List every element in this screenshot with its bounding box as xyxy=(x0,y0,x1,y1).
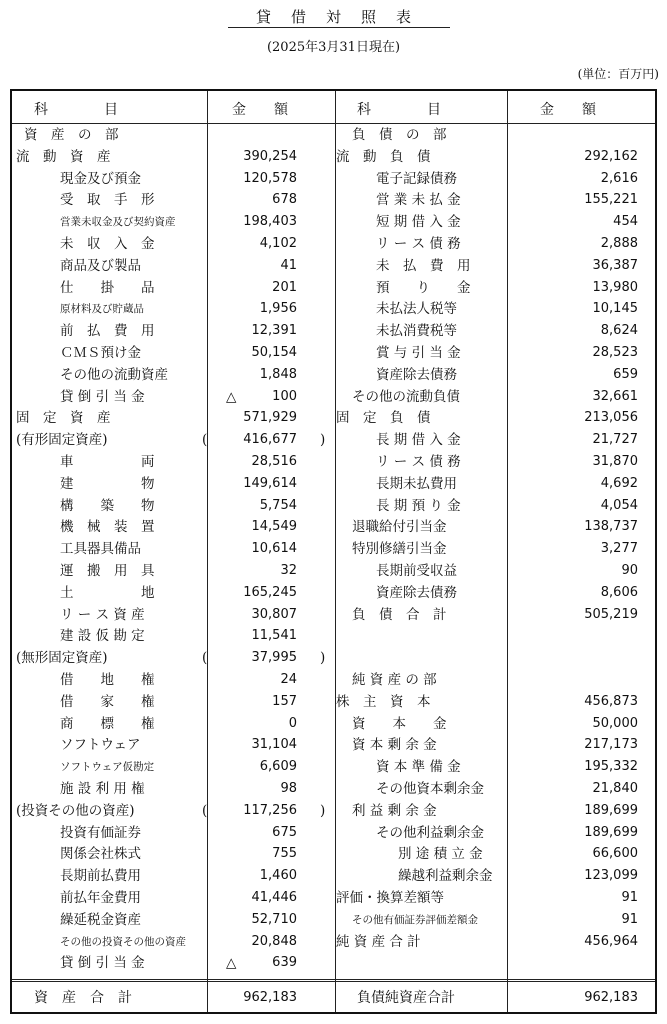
table-row xyxy=(12,211,655,233)
asset-item-label: ＣＭＳ預け金 xyxy=(60,345,141,361)
asset-item-amount: 52,710 xyxy=(251,911,297,927)
liability-item-label: その他利益剰余金 xyxy=(376,824,484,841)
balance-sheet-table xyxy=(10,89,657,1014)
liability-item-label: その他有価証券評価差額金 xyxy=(352,913,478,926)
liability-item-amount: 456,873 xyxy=(584,693,638,709)
table-row xyxy=(12,277,655,299)
liability-item-label: 長期未払費用 xyxy=(376,475,457,492)
document-date: (2025年3月31日現在) xyxy=(266,40,401,55)
table-row xyxy=(12,451,655,473)
asset-item-amount: 10,614 xyxy=(251,541,297,557)
liability-item-label: 資 本 剰 余 金 xyxy=(352,737,437,754)
liability-item-label: 賞 与 引 当 金 xyxy=(376,345,461,361)
liability-item-amount: 36,387 xyxy=(592,257,638,273)
liability-item-amount: 155,221 xyxy=(584,192,638,208)
liability-item-label: 資産除去債務 xyxy=(376,366,457,383)
table-row xyxy=(12,538,655,560)
asset-item-amount: 24 xyxy=(280,672,297,687)
asset-item-label: (無形固定資産) xyxy=(16,650,108,667)
table-row xyxy=(12,952,655,974)
liability-item-label: 株 主 資 本 xyxy=(336,693,431,710)
asset-item-label: ソフトウェア xyxy=(60,737,141,754)
liability-item-amount: 91 xyxy=(621,911,638,927)
asset-item-amount: 14,549 xyxy=(251,519,297,535)
liability-item-amount: 21,727 xyxy=(592,432,638,448)
table-row xyxy=(12,647,655,669)
table-row xyxy=(12,887,655,909)
asset-item-amount: 5,754 xyxy=(259,497,297,513)
asset-item-amount: 37,995 xyxy=(251,650,297,666)
asset-item-label: 固 定 資 産 xyxy=(16,410,111,427)
asset-item-amount: 1,848 xyxy=(259,366,297,382)
liability-item-label: 未払消費税等 xyxy=(376,323,457,340)
asset-item-label: 受 取 手 形 xyxy=(60,192,155,209)
asset-item-amount: 0 xyxy=(288,715,297,731)
liability-item-amount: 217,173 xyxy=(584,737,638,753)
liability-item-amount: 31,870 xyxy=(592,454,638,469)
asset-item-amount: 755 xyxy=(272,846,297,862)
asset-item-label: その他の投資その他の資産 xyxy=(60,935,186,948)
liability-item-label: 評価・換算差額等 xyxy=(336,890,444,906)
table-row xyxy=(12,560,655,582)
liability-item-label: 負 債 合 計 xyxy=(352,606,447,623)
asset-item-amount: 149,614 xyxy=(243,475,297,491)
liability-item-label: 長期前受収益 xyxy=(376,563,457,579)
asset-item-label: 車 両 xyxy=(60,454,155,470)
table-row xyxy=(12,233,655,255)
liability-item-amount: 91 xyxy=(621,890,638,905)
liability-item-amount: 2,888 xyxy=(600,236,638,251)
asset-item-amount: 639 xyxy=(272,955,297,971)
liability-item-amount: 28,523 xyxy=(592,345,638,360)
liability-item-label: 営 業 未 払 金 xyxy=(376,192,461,209)
asset-item-amount: 41,446 xyxy=(251,890,297,905)
table-row xyxy=(12,124,655,146)
asset-item-label: 前 払 費 用 xyxy=(60,323,155,340)
liability-item-label: その他の流動負債 xyxy=(352,388,460,405)
table-row xyxy=(12,756,655,778)
total-liabilities-net-assets-label: 負債純資産合計 xyxy=(357,990,455,1006)
asset-item-label: 工具器具備品 xyxy=(60,541,141,558)
liability-item-amount: 195,332 xyxy=(584,759,638,775)
liability-item-amount: 189,699 xyxy=(584,802,638,818)
asset-item-amount: 120,578 xyxy=(243,170,297,186)
asset-item-label: 土 地 xyxy=(60,584,155,601)
table-row xyxy=(12,364,655,386)
asset-item-amount: 28,516 xyxy=(251,454,297,469)
total-assets-amount: 962,183 xyxy=(243,990,297,1005)
title-underline xyxy=(228,27,450,28)
table-row xyxy=(12,146,655,168)
asset-item-amount: 117,256 xyxy=(243,802,297,818)
liability-item-label: リ ー ス 債 務 xyxy=(376,454,461,470)
table-row xyxy=(12,255,655,277)
total-divider xyxy=(12,979,655,982)
asset-item-amount: 100 xyxy=(272,388,297,404)
total-liabilities-net-assets-amount: 962,183 xyxy=(584,990,638,1005)
liability-item-label: リ ー ス 債 務 xyxy=(376,236,461,252)
table-row xyxy=(12,473,655,495)
negative-triangle-mark: △ xyxy=(226,955,237,972)
asset-item-label: リ ー ス 資 産 xyxy=(60,606,145,623)
header-right-amount: 金 額 xyxy=(540,102,596,118)
table-row xyxy=(12,625,655,647)
asset-item-label: 仕 掛 品 xyxy=(60,279,155,296)
table-row xyxy=(12,582,655,604)
liability-item-label: 負 債 の 部 xyxy=(352,127,447,143)
liability-item-label: 純 資 産 の 部 xyxy=(352,672,437,688)
asset-item-amount: 12,391 xyxy=(251,323,297,339)
asset-item-label: 営業未収金及び契約資産 xyxy=(60,216,176,229)
liability-item-amount: 505,219 xyxy=(584,606,638,622)
paren-close: ) xyxy=(320,802,326,819)
asset-item-label: 現金及び預金 xyxy=(60,170,141,187)
liability-item-amount: 123,099 xyxy=(584,868,638,884)
table-row xyxy=(12,931,655,953)
asset-item-amount: 50,154 xyxy=(251,345,297,360)
asset-item-label: 構 築 物 xyxy=(60,497,155,514)
table-row xyxy=(12,865,655,887)
asset-item-label: 建 設 仮 勘 定 xyxy=(60,628,145,645)
table-row xyxy=(12,429,655,451)
asset-item-label: その他の流動資産 xyxy=(60,366,168,383)
liability-item-amount: 66,600 xyxy=(592,846,638,862)
paren-open: ( xyxy=(202,802,208,819)
paren-close: ) xyxy=(320,650,326,667)
asset-item-label: 運 搬 用 具 xyxy=(60,563,155,579)
table-row xyxy=(12,909,655,931)
liability-item-amount: 3,277 xyxy=(600,541,638,557)
total-assets-label: 資 産 合 計 xyxy=(34,990,132,1006)
table-row xyxy=(12,669,655,691)
liability-item-amount: 8,624 xyxy=(600,323,638,339)
asset-item-amount: 678 xyxy=(272,192,297,208)
asset-item-label: 貸 倒 引 当 金 xyxy=(60,955,145,972)
asset-item-amount: 32 xyxy=(280,563,297,578)
liability-item-label: 固 定 負 債 xyxy=(336,410,431,427)
liability-item-label: 流 動 負 債 xyxy=(336,148,431,165)
asset-item-label: ソフトウェア仮勘定 xyxy=(60,761,155,774)
asset-item-label: (有形固定資産) xyxy=(16,432,108,449)
asset-item-label: 施 設 利 用 権 xyxy=(60,781,145,797)
asset-item-label: 未 収 入 金 xyxy=(60,236,155,252)
liability-item-amount: 4,692 xyxy=(600,475,638,491)
liability-item-amount: 32,661 xyxy=(592,388,638,404)
liability-item-label: 繰越利益剰余金 xyxy=(398,868,493,885)
asset-item-label: 投資有価証券 xyxy=(60,824,141,841)
asset-item-amount: 201 xyxy=(272,279,297,295)
liability-item-amount: 10,145 xyxy=(592,301,638,317)
liability-item-label: 資産除去債務 xyxy=(376,584,457,601)
liability-item-amount: 50,000 xyxy=(592,715,638,731)
header-left-item: 科 目 xyxy=(34,102,118,118)
asset-item-amount: 390,254 xyxy=(243,148,297,164)
table-row xyxy=(12,691,655,713)
asset-item-label: 商品及び製品 xyxy=(60,257,141,274)
table-row xyxy=(12,298,655,320)
liability-item-label: 資 本 準 備 金 xyxy=(376,759,461,776)
liability-item-amount: 4,054 xyxy=(600,497,638,513)
liability-item-amount: 90 xyxy=(621,563,638,578)
unit-label: (単位：百万円) xyxy=(577,67,659,81)
asset-item-label: 借 地 権 xyxy=(60,672,155,688)
liability-item-label: 純 資 産 合 計 xyxy=(336,933,421,950)
liability-item-label: 資 本 金 xyxy=(352,715,447,732)
liability-item-label: その他資本剰余金 xyxy=(376,781,484,797)
liability-item-amount: 13,980 xyxy=(592,279,638,295)
asset-item-label: 長期前払費用 xyxy=(60,868,141,885)
table-row xyxy=(12,495,655,517)
asset-item-amount: 20,848 xyxy=(251,933,297,949)
table-row xyxy=(12,342,655,364)
table-row xyxy=(12,168,655,190)
negative-triangle-mark: △ xyxy=(226,388,237,405)
asset-item-amount: 571,929 xyxy=(243,410,297,426)
asset-item-label: (投資その他の資産) xyxy=(16,802,135,819)
asset-item-amount: 157 xyxy=(272,693,297,709)
liability-item-amount: 659 xyxy=(613,366,638,382)
paren-open: ( xyxy=(202,650,208,667)
liability-item-label: 預 り 金 xyxy=(376,279,471,296)
header-right-item: 科 目 xyxy=(357,102,441,118)
table-row xyxy=(12,778,655,800)
liability-item-amount: 454 xyxy=(613,214,638,230)
asset-item-amount: 98 xyxy=(280,781,297,796)
asset-item-amount: 31,104 xyxy=(251,737,297,753)
asset-item-label: 流 動 資 産 xyxy=(16,148,111,165)
table-row xyxy=(12,189,655,211)
liability-item-amount: 8,606 xyxy=(600,584,638,600)
asset-item-label: 資 産 の 部 xyxy=(24,127,119,143)
liability-item-label: 電子記録債務 xyxy=(376,170,457,187)
asset-item-amount: 30,807 xyxy=(251,606,297,622)
asset-item-label: 商 標 権 xyxy=(60,715,155,732)
table-row xyxy=(12,822,655,844)
header-left-amount: 金 額 xyxy=(232,102,288,118)
liability-item-label: 長 期 預 り 金 xyxy=(376,497,461,514)
liability-item-amount: 456,964 xyxy=(584,933,638,949)
asset-item-amount: 675 xyxy=(272,824,297,840)
liability-item-amount: 292,162 xyxy=(584,148,638,164)
liability-item-label: 特別修繕引当金 xyxy=(352,541,447,558)
table-row xyxy=(12,713,655,735)
liability-item-label: 別 途 積 立 金 xyxy=(398,846,483,863)
table-row xyxy=(12,516,655,538)
table-row xyxy=(12,386,655,408)
asset-item-amount: 1,956 xyxy=(259,301,297,317)
asset-item-label: 繰延税金資産 xyxy=(60,911,141,928)
paren-close: ) xyxy=(320,432,326,449)
table-row xyxy=(12,843,655,865)
liability-item-label: 短 期 借 入 金 xyxy=(376,214,461,231)
asset-item-amount: 41 xyxy=(280,257,297,273)
liability-item-amount: 2,616 xyxy=(600,170,638,186)
asset-item-label: 機 械 装 置 xyxy=(60,519,155,536)
asset-item-label: 借 家 権 xyxy=(60,693,155,710)
asset-item-amount: 1,460 xyxy=(259,868,297,884)
asset-item-label: 前払年金費用 xyxy=(60,890,141,906)
liability-item-label: 長 期 借 入 金 xyxy=(376,432,461,449)
asset-item-amount: 11,541 xyxy=(251,628,297,644)
asset-item-amount: 198,403 xyxy=(243,214,297,230)
liability-item-label: 未 払 費 用 xyxy=(376,257,471,274)
liability-item-label: 未払法人税等 xyxy=(376,301,457,318)
asset-item-label: 建 物 xyxy=(60,475,155,492)
liability-item-amount: 21,840 xyxy=(592,781,638,796)
asset-item-label: 関係会社株式 xyxy=(60,846,141,863)
liability-item-amount: 189,699 xyxy=(584,824,638,840)
liability-item-amount: 138,737 xyxy=(584,519,638,535)
table-row xyxy=(12,734,655,756)
liability-item-label: 利 益 剰 余 金 xyxy=(352,802,437,819)
document-title: 貸借対照表 xyxy=(255,8,431,26)
liability-item-amount: 213,056 xyxy=(584,410,638,426)
asset-item-amount: 416,677 xyxy=(243,432,297,448)
table-row xyxy=(12,800,655,822)
table-row xyxy=(12,407,655,429)
asset-item-amount: 4,102 xyxy=(259,236,297,251)
asset-item-label: 原材料及び貯蔵品 xyxy=(60,303,144,316)
asset-item-amount: 165,245 xyxy=(243,584,297,600)
table-row xyxy=(12,604,655,626)
table-row xyxy=(12,320,655,342)
paren-open: ( xyxy=(202,432,208,449)
asset-item-amount: 6,609 xyxy=(259,759,297,775)
asset-item-label: 貸 倒 引 当 金 xyxy=(60,388,145,405)
liability-item-label: 退職給付引当金 xyxy=(352,519,447,536)
